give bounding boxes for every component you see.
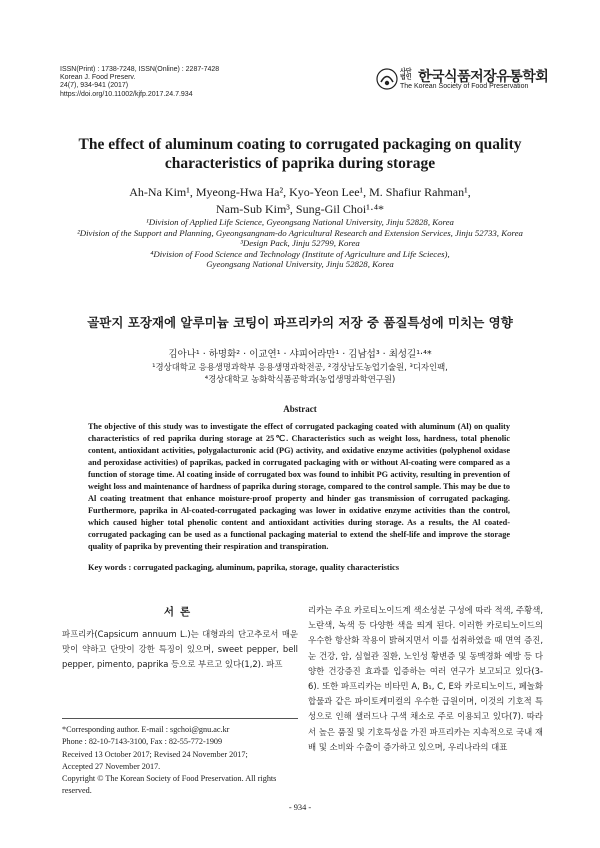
journal-meta [60,66,219,99]
doi-link[interactable]: https://doi.org/10.11002/kjfp.2017.24.7.934 [60,90,193,98]
footnote [62,724,298,798]
society-logo [376,66,549,96]
paper-title: The effect of aluminum coating to corrugated packaging on quality characteristics of paprika during storage [78,136,522,172]
body-text-right-column: 리카는 주요 카로티노이드계 색소성분 구성에 따라 적색, 주황색, 노란색, 녹색 등 다양한 색을 띄게 된다. 이러한 카로티노이드의 우수한 항산화 작용이 밝혀지면서 이를 섭취하였을 때 면역 증진, 눈 건강, 암, 심혈관 질환, 노인성 황변증 및 동맥경화 예방 등 다양한 건강증진 효과를 입증하는 여러 연구가 보고되고 있다(3-6). 또한 파프리카는 비타민 A, B₁, C, E와 카로티노이드, 페놀화합물과 같은 파이토케미컬의 우수한 급원이며, 이것의 기호적 특성으로 인해 샐러드나 구색 채소로 주로 이용되고 있다(7). 따라서 높은 품질 및 기호특성을 가진 파프리카는 지속적으로 국내 재배 및 소비와 수출이 증가하고 있으며, 우리나라의 대표 [308,605,543,752]
keywords: Key words : corrugated packaging, aluminum, paprika, storage, quality characteristics [88,563,400,572]
received-revised-dates: Received 13 October 2017; Revised 24 November 2017; [62,749,248,759]
footnote-divider [62,718,298,719]
korean-affiliations: ¹경상대학교 응용생명과학부 응용생명과학전공, ²경상남도농업기술원, ³디자인팩, ⁴경상대학교 농화학식품공학과(농업생명과학연구원) [152,362,448,384]
society-name-english: The Korean Society of Food Preservation [400,83,529,90]
society-emblem-icon [376,68,398,90]
affiliation-4: ⁴Division of Food Science and Technology (Institute of Agriculture and Life Scieces), [150,248,450,259]
affiliation-4-cont: Gyeongsang National University, Jinju 52828, Korea [206,259,394,270]
author-list: Ah-Na Kim¹, Myeong-Hwa Ha², Kyo-Yeon Lee¹, M. Shafiur Rahman¹, Nam-Sub Kim³, Sung-Gil Choi¹·⁴* [129,185,471,216]
affiliations [40,217,560,270]
section-heading-introduction: 서론 [163,606,197,618]
abstract-heading: Abstract [283,404,317,414]
volume-pages: 24(7), 934-941 (2017) [60,82,129,90]
issn-line: ISSN(Print) : 1738-7248, ISSN(Online) : 2287-7428 [60,66,220,73]
logo-corp-label: 사단 법인 [400,68,412,81]
korean-title: 골판지 포장재에 알루미늄 코팅이 파프리카의 저장 중 품질특성에 미치는 영향 [87,315,513,330]
page-number: - 934 - [288,803,312,812]
journal-name: Korean J. Food Preserv. [60,74,136,82]
corresponding-author: *Corresponding author. E-mail : sgchoi@gnu.ac.kr [62,725,230,734]
copyright-notice: Copyright © The Korean Society of Food Preservation. All rights reserved. [62,774,277,796]
korean-authors: 김아나¹ · 하명화² · 이교연¹ · 샤피어라만¹ · 김남섭³ · 최성길¹·⁴* [168,349,432,360]
society-name-korean: 한국식품저장유통학회 [418,69,549,85]
introduction-text: 파프리카(Capsicum annuum L.)는 대형과의 단고추로서 매운맛이 약하고 단맛이 강한 특징이 있으며, sweet pepper, bell pepper, pimento, paprika 등으로 부르고 있다(1,2). 파프 [62,629,298,670]
affiliation-2: ²Division of the Support and Planning, Gyeongsangnam-do Agricultural Research and Extension Services, Jinju 52733, Korea [77,227,523,238]
affiliation-1: ¹Division of Applied Life Science, Gyeongsang National University, Jinju 52828, Korea [146,217,454,227]
accepted-date: Accepted 27 November 2017. [62,761,161,771]
affiliation-3: ³Design Pack, Jinju 52799, Korea [240,238,360,249]
contact-phone-fax: Phone : 82-10-7143-3100, Fax : 82-55-772-1909 [62,737,223,747]
abstract-text: The objective of this study was to investigate the effect of corrugated packaging coated with aluminum (Al) on quality characteristics of red paprika during storage at 25℃. Characteristics such as weight loss, hardness, total phenolic content, antioxidant activities, polygalacturonic acid (PG) activity, and oxidative enzyme activities (polyphenol oxidase and peroxidase activities) of paprikas, packed in corrugated packaging with or without Al-coating were compared as a function of storage time. Al coating inside of corrugated box was found to inhibit PG activity, resulting in prevention of weight loss and maintenance of hardness of paprika during storage, compared to the control sample. This may be due to Al coating treatment that enhance moisture-proof property and hinder gas transmission of corrugated packaging. Furthermore, paprika in Al-coated-corrugated packaging was lower in oxidative enzyme activities than the control, which caused higher total phenolic content and antioxidant activities during storage. As a results, the Al coated-corrugated packaging can be used as a functional packaging material to extend the shelf-life and improve the storage quality of paprika by preventing their respiration and transpiration. [88,422,510,551]
